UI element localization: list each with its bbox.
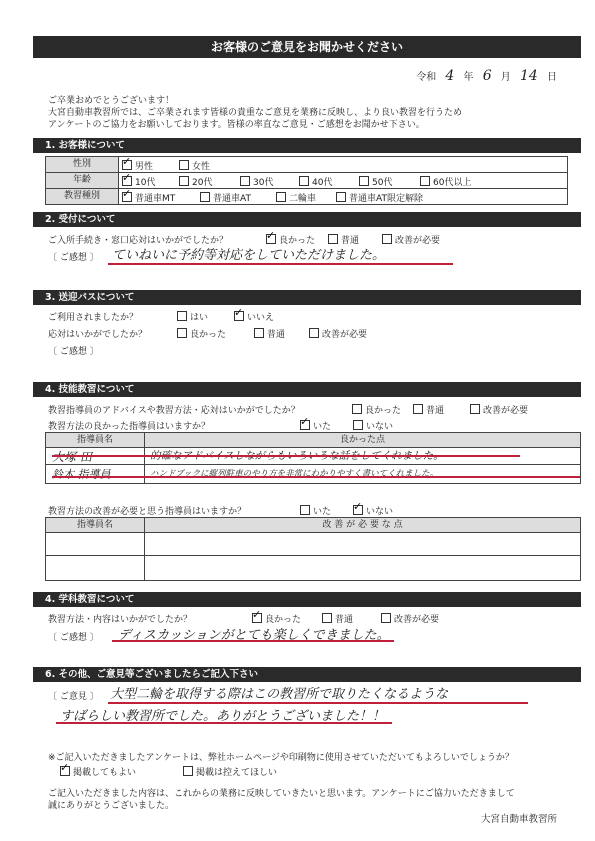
checkbox-icon[interactable] — [336, 192, 346, 202]
age-40s-option[interactable]: 40代 — [299, 175, 332, 188]
bad-instructor-yes-option[interactable]: いた — [300, 504, 331, 517]
section-1-header: 1. お客様について — [33, 138, 581, 153]
classroom-normal-option[interactable]: 普通 — [322, 612, 353, 625]
checkbox-icon[interactable] — [382, 234, 392, 244]
checkbox-icon[interactable] — [240, 176, 250, 186]
bus-service-question: 応対はいかがでしたか？ — [48, 330, 148, 340]
bus-comment-label: 〔 ご感想 〕 — [48, 347, 99, 357]
intro-line: ご卒業おめでとうございます！ — [48, 96, 175, 106]
other-comment-line[interactable]: すばらしい教習所でした。ありがとうございました！！ — [60, 709, 386, 724]
bus-no-option[interactable]: ✓ いいえ — [234, 310, 274, 323]
checkbox-icon[interactable] — [122, 160, 132, 170]
gender-female-option[interactable]: 女性 — [179, 159, 210, 172]
driving-improve-option[interactable]: 改善が必要 — [470, 403, 528, 416]
other-comment-label: 〔 ご意見 〕 — [48, 692, 99, 702]
checkbox-icon[interactable] — [252, 613, 262, 623]
customer-info-table — [45, 156, 568, 205]
age-60s-plus-option[interactable]: 60代以上 — [420, 175, 471, 188]
checkbox-icon[interactable] — [300, 505, 310, 515]
checkbox-icon[interactable] — [234, 311, 244, 321]
checkbox-icon[interactable] — [470, 404, 480, 414]
publish-ok-option[interactable]: ✓掲載してもよい — [60, 765, 136, 778]
publish-decline-option[interactable]: 掲載は控えてほしい — [183, 765, 277, 778]
improve-point-header: 改 善 が 必 要 な 点 — [145, 518, 580, 533]
age-50s-option[interactable]: 50代 — [359, 175, 392, 188]
underline-mark — [52, 476, 580, 478]
gender-male-option[interactable]: ✓男性 — [122, 159, 153, 172]
checkbox-icon[interactable] — [60, 766, 70, 776]
age-20s-option[interactable]: 20代 — [179, 175, 212, 188]
good-instructor-yes-option[interactable]: ✓ いた — [300, 419, 331, 432]
underline-mark — [56, 722, 392, 724]
other-comment-line[interactable]: 大型二輪を取得する際はこの教習所で取りたくなるような — [110, 687, 449, 702]
checkbox-icon[interactable] — [353, 420, 363, 430]
checkbox-icon[interactable] — [359, 176, 369, 186]
bad-instructor-table — [45, 517, 581, 581]
instructor-name-header: 指導員名 — [46, 433, 144, 448]
closing-line: ご記入いただきました内容は、これからの業務に反映していきたいと思います。アンケートにご協力いただきまして — [48, 789, 515, 799]
driving-advice-question: 教習指導員のアドバイスや教習方法・応対はいかがでしたか？ — [48, 406, 300, 416]
good-instructor-no-option[interactable]: いない — [353, 419, 393, 432]
checkbox-icon[interactable] — [299, 176, 309, 186]
bus-yes-option[interactable]: はい — [177, 310, 208, 323]
school-name: 大宮自動車教習所 — [480, 814, 557, 825]
classroom-good-option[interactable]: ✓ 良かった — [252, 612, 301, 625]
section-2-header: 2. 受付について — [33, 212, 581, 227]
instructor-name-header: 指導員名 — [46, 518, 144, 533]
reception-comment[interactable]: ていねいに予約等対応をしていただけました。 — [112, 248, 386, 263]
reception-good-option[interactable]: ✓ 良かった — [266, 233, 315, 246]
checkbox-icon[interactable] — [177, 328, 187, 338]
checkbox-icon[interactable] — [254, 328, 264, 338]
underline-mark — [52, 455, 520, 457]
classroom-comment[interactable]: ディスカッションがとても楽しくできました。 — [118, 628, 390, 643]
row-divider — [46, 464, 580, 465]
checkbox-icon[interactable] — [179, 176, 189, 186]
checkbox-icon[interactable] — [122, 176, 132, 186]
date-day[interactable]: 14 — [519, 68, 538, 84]
checkbox-icon[interactable] — [300, 420, 310, 430]
checkbox-icon[interactable] — [177, 311, 187, 321]
section-6-header: 6. その他、ご意見等ございましたらご記入下さい — [33, 667, 581, 682]
checkbox-icon[interactable] — [276, 192, 286, 202]
underline-mark — [108, 702, 528, 704]
checkbox-icon[interactable] — [266, 234, 276, 244]
closing-text — [48, 788, 578, 812]
instructor-name-cell[interactable]: 鈴木 指導員 — [52, 468, 111, 481]
classroom-question: 教習方法・内容はいかがでしたか？ — [48, 615, 193, 625]
course-mt-option[interactable]: ✓普通車MT — [122, 191, 175, 204]
date-month-unit: 月 — [500, 72, 511, 83]
good-instructor-question: 教習方法の良かった指導員はいますか？ — [48, 422, 211, 432]
date-month[interactable]: 6 — [482, 68, 492, 84]
underline-mark — [108, 263, 453, 265]
gender-label: 性別 — [46, 157, 119, 173]
course-motorcycle-option[interactable]: 二輪車 — [276, 191, 316, 204]
age-label: 年齢 — [46, 173, 119, 189]
good-point-cell[interactable]: 的確なアドバイスしながらもいろいろな話をしてくれました。 — [150, 450, 444, 462]
column-divider — [144, 518, 145, 580]
date-year-unit: 年 — [463, 72, 474, 83]
checkbox-icon[interactable] — [183, 766, 193, 776]
bus-good-option[interactable]: 良かった — [177, 327, 226, 340]
good-point-header: 良かった点 — [145, 433, 580, 448]
reception-normal-option[interactable]: 普通 — [328, 233, 359, 246]
row-divider — [46, 555, 580, 556]
classroom-comment-label: 〔 ご感想 〕 — [48, 633, 99, 643]
good-point-cell[interactable]: ハンドブックに縦列駐車のやり方を非常にわかりやすく書いてくれました。 — [150, 469, 439, 479]
checkbox-icon[interactable] — [309, 328, 319, 338]
age-30s-option[interactable]: 30代 — [240, 175, 273, 188]
checkbox-icon[interactable] — [381, 613, 391, 623]
closing-line: 誠にありがとうございました。 — [48, 801, 175, 811]
bus-usage-question: ご利用されましたか？ — [48, 313, 139, 323]
page-title: お客様のご意見をお聞かせください — [33, 36, 581, 58]
checkbox-icon[interactable] — [413, 404, 423, 414]
checkbox-icon[interactable] — [353, 505, 363, 515]
reception-improve-option[interactable]: 改善が必要 — [382, 233, 440, 246]
intro-text — [48, 95, 578, 131]
section-3-header: 3. 送迎バスについて — [33, 290, 581, 305]
publish-permission-question: ※ご記入いただきましたアンケートは、弊社ホームページや印刷物に使用させていただいてもよろしいでしょうか？ — [48, 753, 514, 763]
checkbox-icon[interactable] — [322, 613, 332, 623]
course-at-option[interactable]: 普通車AT — [200, 191, 251, 204]
checkbox-icon[interactable] — [122, 192, 132, 202]
section-5-header: 4. 学科教習について — [33, 592, 581, 607]
classroom-improve-option[interactable]: 改善が必要 — [381, 612, 439, 625]
bus-normal-option[interactable]: 普通 — [254, 327, 285, 340]
checkbox-icon[interactable] — [420, 176, 430, 186]
checkbox-icon[interactable] — [179, 160, 189, 170]
checkbox-icon[interactable] — [200, 192, 210, 202]
reception-question: ご入所手続き・窓口応対はいかがでしたか？ — [48, 236, 229, 246]
age-10s-option[interactable]: ✓10代 — [122, 175, 155, 188]
driving-normal-option[interactable]: 普通 — [413, 403, 444, 416]
underline-mark — [112, 640, 394, 642]
date — [416, 68, 557, 84]
date-era: 令和 — [416, 72, 437, 83]
checkbox-icon[interactable] — [328, 234, 338, 244]
driving-good-option[interactable]: 良かった — [352, 403, 401, 416]
instructor-name-cell[interactable]: 大塚 田 — [52, 450, 92, 464]
intro-line: 大宮自動車教習所では、ご卒業されます皆様の貴重なご意見を業務に反映し、より良い教習を行うため — [48, 108, 463, 118]
course-at-release-option[interactable]: 普通車AT限定解除 — [336, 191, 423, 204]
date-day-unit: 日 — [547, 72, 557, 83]
date-year[interactable]: 4 — [445, 68, 455, 84]
bus-improve-option[interactable]: 改善が必要 — [309, 327, 367, 340]
course-label: 教習種別 — [46, 189, 119, 204]
section-4-header: 4. 技能教習について — [33, 382, 581, 397]
bad-instructor-no-option[interactable]: ✓ いない — [353, 504, 393, 517]
checkbox-icon[interactable] — [352, 404, 362, 414]
bad-instructor-question: 教習方法の改善が必要と思う指導員はいますか？ — [48, 507, 247, 517]
reception-comment-label: 〔 ご感想 〕 — [48, 253, 99, 263]
intro-line: アンケートのご協力をお願いしております。皆様の率直なご意見・ご感想をお聞かせ下さい。 — [48, 120, 425, 130]
